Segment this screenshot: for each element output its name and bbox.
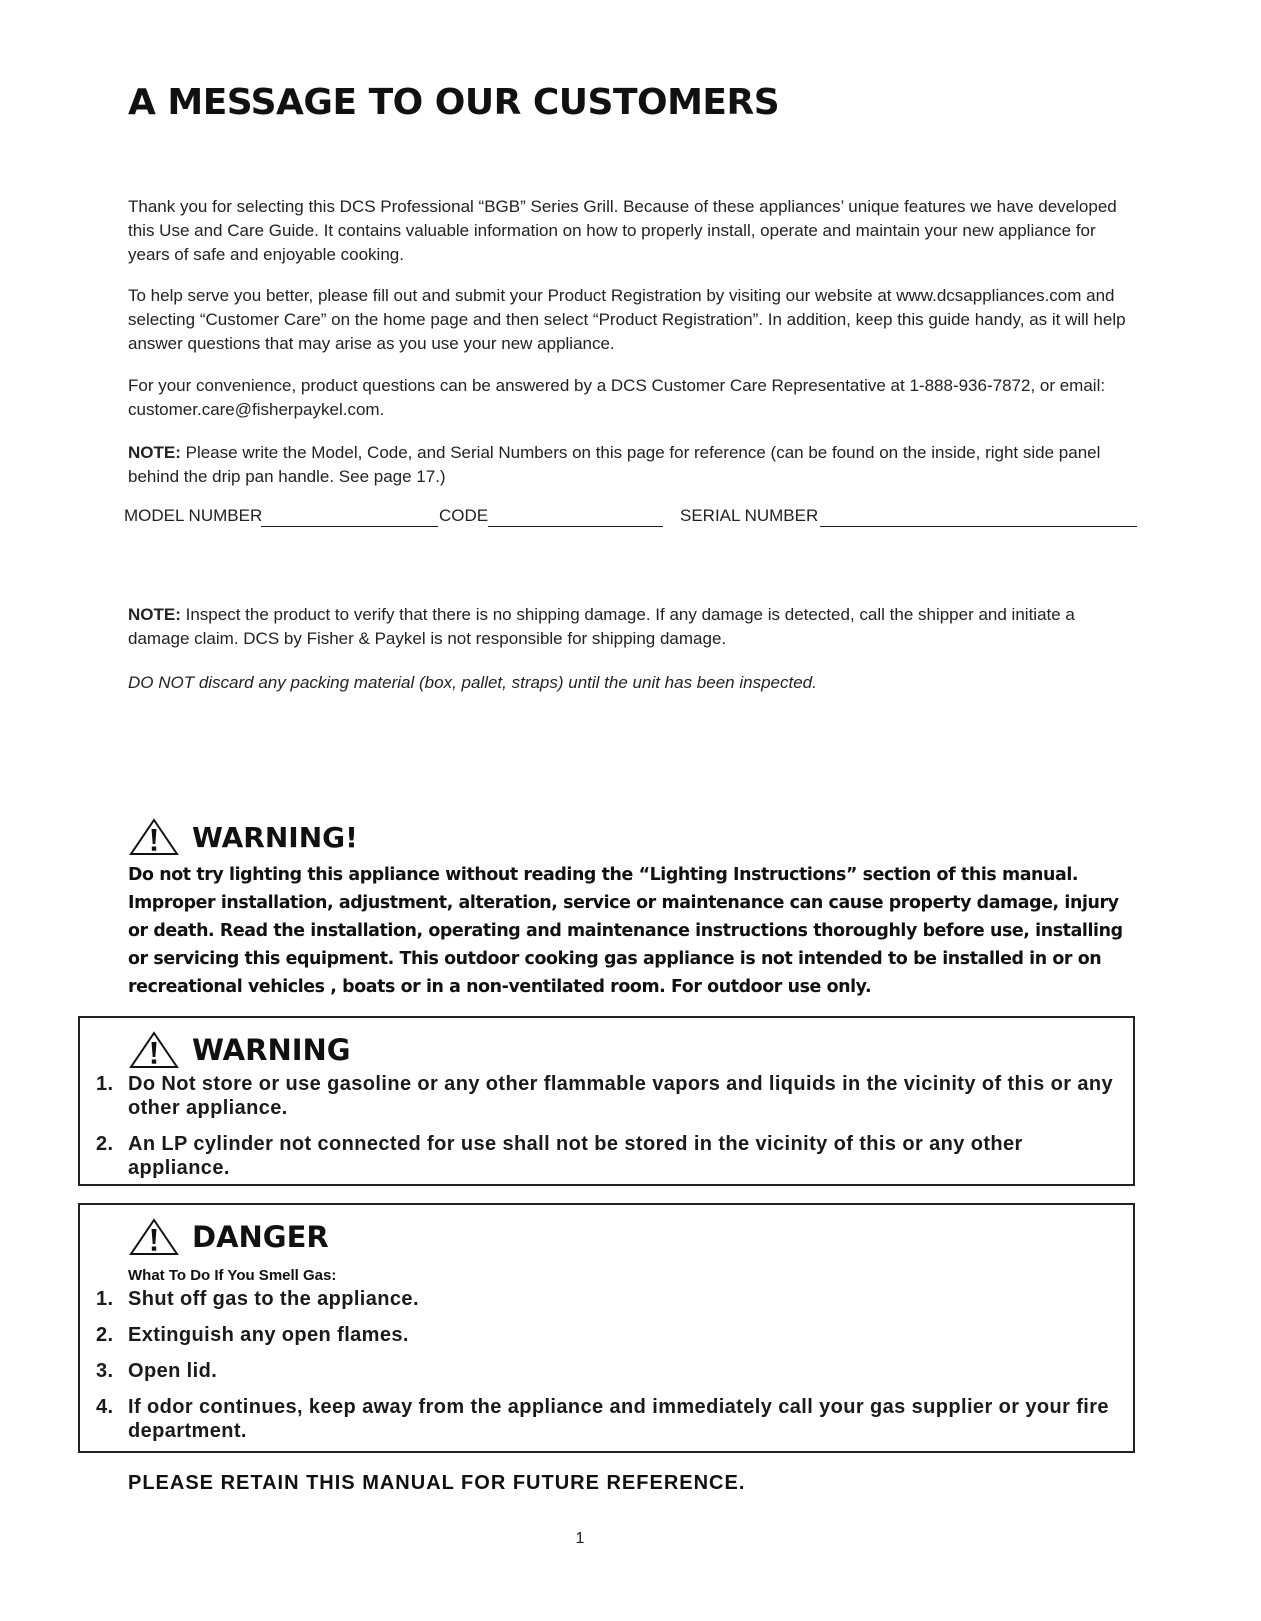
page-number: 1 (575, 1530, 585, 1547)
item-text: An LP cylinder not connected for use shall not be stored in the vicinity of this or any other appliance. (128, 1133, 1023, 1179)
item-number: 3. (96, 1360, 114, 1382)
item-text: If odor continues, keep away from the appliance and immediately call your gas supplier or your fire department. (128, 1396, 1109, 1442)
warning-text: Do not try lighting this appliance without reading the “Lighting Instructions” section of this manual. Improper installation, adjustment, alteration, service or maintenance can cause property damage, injury or death. Read the installation, operating and maintenance instructions thoroughly before use, installing or servicing this equipment. This outdoor cooking gas appliance is not intended to be installed in or on recreational vehicles , boats or in a non-ventilated room. For outdoor use only. (128, 865, 1123, 997)
list-item (96, 1395, 1121, 1443)
item-text: Extinguish any open flames. (128, 1324, 409, 1346)
code-label: CODE (439, 506, 489, 525)
serial-number-label: SERIAL NUMBER (680, 506, 819, 525)
main-warning (128, 817, 1138, 1001)
danger-subtitle: What To Do If You Smell Gas: (128, 1267, 337, 1284)
packing-note: DO NOT discard any packing material (box, pallet, straps) until the unit has been inspected. (128, 673, 817, 692)
list-item (96, 1287, 1121, 1311)
item-text: Shut off gas to the appliance. (128, 1288, 419, 1310)
warning-list (96, 1072, 1121, 1192)
note-label: NOTE: (128, 443, 181, 462)
warning-title: WARNING! (192, 820, 358, 854)
note-label: NOTE: (128, 605, 181, 624)
list-item (96, 1323, 1121, 1347)
item-number: 1. (96, 1288, 114, 1310)
warning-box (78, 1016, 1135, 1186)
model-number-label: MODEL NUMBER (124, 506, 263, 525)
customer-care-paragraph: For your convenience, product questions can be answered by a DCS Customer Care Representative at 1-888-936-7872, or email: customer.care@fisherpaykel.com. (128, 376, 1106, 419)
warning-box-title: WARNING (192, 1033, 351, 1067)
serial-number-line[interactable] (820, 526, 1137, 527)
danger-box (78, 1203, 1135, 1453)
code-line[interactable] (488, 526, 663, 527)
shipping-note (128, 603, 1138, 651)
registration-paragraph: To help serve you better, please fill out and submit your Product Registration by visiting our website at www.dcsappliances.com and selecting “Customer Care” on the home page and then select “Product Registration”. In addition, keep this guide handy, as it will help answer questions that may arise as you use your new appliance. (128, 286, 1126, 353)
record-fields (124, 506, 1137, 532)
note-text: Please write the Model, Code, and Serial Numbers on this page for reference (can be found on the inside, right side panel behind the drip pan handle. See page 17.) (128, 443, 1101, 486)
item-number: 2. (96, 1324, 114, 1346)
list-item (96, 1072, 1121, 1120)
item-number: 1. (96, 1073, 114, 1095)
item-number: 4. (96, 1396, 114, 1418)
model-number-line[interactable] (261, 526, 438, 527)
list-item (96, 1359, 1121, 1383)
warning-triangle-icon (128, 817, 180, 857)
page-title: A MESSAGE TO OUR CUSTOMERS (128, 82, 780, 123)
danger-list (96, 1287, 1121, 1455)
serial-note (128, 441, 1138, 489)
item-number: 2. (96, 1133, 114, 1155)
note-text: Inspect the product to verify that there is no shipping damage. If any damage is detected, call the shipper and initiate a damage claim. DCS by Fisher & Paykel is not responsible for shipping damage. (128, 605, 1075, 648)
warning-triangle-icon (128, 1030, 180, 1070)
thanks-paragraph: Thank you for selecting this DCS Professional “BGB” Series Grill. Because of these appliances’ unique features we have developed this Use and Care Guide. It contains valuable information on how to properly install, operate and maintain your new appliance for years of safe and enjoyable cooking. (128, 197, 1117, 264)
retain-notice: PLEASE RETAIN THIS MANUAL FOR FUTURE REFERENCE. (128, 1472, 746, 1494)
item-text: Do Not store or use gasoline or any other flammable vapors and liquids in the vicinity of this or any other appliance. (128, 1073, 1114, 1119)
danger-box-title: DANGER (192, 1220, 329, 1254)
item-text: Open lid. (128, 1360, 218, 1382)
warning-triangle-icon (128, 1217, 180, 1257)
list-item (96, 1132, 1121, 1180)
